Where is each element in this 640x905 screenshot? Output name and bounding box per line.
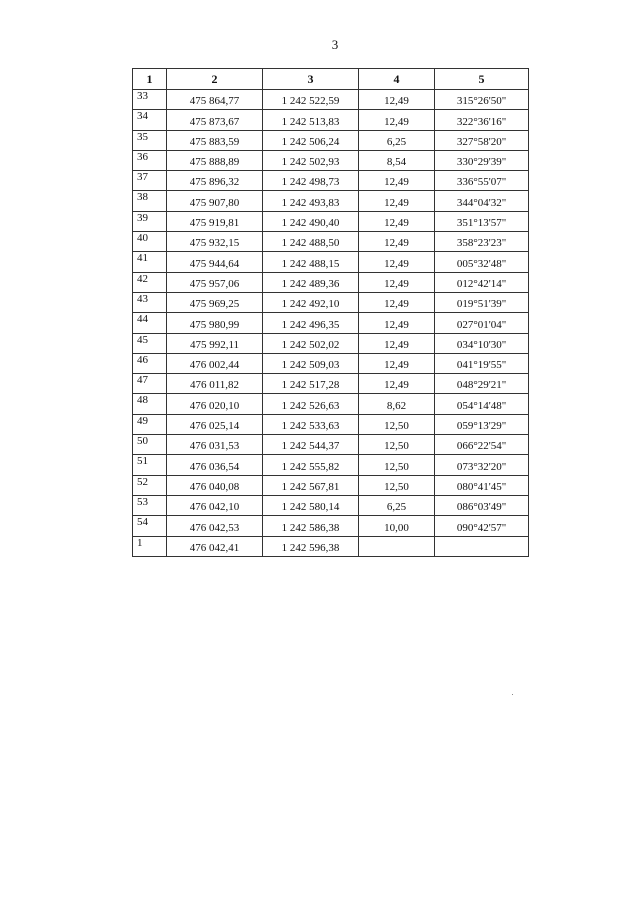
cell-y-coordinate: 1 242 502,93: [263, 150, 359, 170]
table-row: [133, 130, 529, 150]
cell-direction-angle: [435, 536, 529, 556]
table-row: [133, 495, 529, 515]
table-row: [133, 374, 529, 394]
cell-y-coordinate: 1 242 498,73: [263, 171, 359, 191]
cell-y-coordinate: 1 242 596,38: [263, 536, 359, 556]
cell-x-coordinate: 475 969,25: [167, 292, 263, 312]
cell-direction-angle: 336°55'07": [435, 171, 529, 191]
cell-direction-angle: 090°42'57": [435, 516, 529, 536]
cell-direction-angle: 041°19'55": [435, 353, 529, 373]
cell-x-coordinate: 475 864,77: [167, 90, 263, 110]
cell-y-coordinate: 1 242 509,03: [263, 353, 359, 373]
cell-point-number: 46: [133, 353, 167, 373]
cell-direction-angle: 034°10'30": [435, 333, 529, 353]
cell-y-coordinate: 1 242 526,63: [263, 394, 359, 414]
cell-point-number: 39: [133, 211, 167, 231]
cell-direction-angle: 073°32'20": [435, 455, 529, 475]
cell-direction-angle: 012°42'14": [435, 272, 529, 292]
cell-x-coordinate: 475 896,32: [167, 171, 263, 191]
cell-y-coordinate: 1 242 489,36: [263, 272, 359, 292]
cell-x-coordinate: 476 042,53: [167, 516, 263, 536]
table-row: [133, 171, 529, 191]
table-row: [133, 333, 529, 353]
cell-x-coordinate: 475 883,59: [167, 130, 263, 150]
table-row: [133, 232, 529, 252]
table-row: [133, 455, 529, 475]
cell-point-number: 1: [133, 536, 167, 556]
cell-y-coordinate: 1 242 492,10: [263, 292, 359, 312]
table-row: [133, 536, 529, 556]
cell-point-number: 34: [133, 110, 167, 130]
cell-length: 12,49: [359, 313, 435, 333]
cell-x-coordinate: 475 932,15: [167, 232, 263, 252]
cell-x-coordinate: 476 011,82: [167, 374, 263, 394]
cell-length: 12,49: [359, 110, 435, 130]
cell-point-number: 51: [133, 455, 167, 475]
cell-x-coordinate: 475 888,89: [167, 150, 263, 170]
cell-point-number: 47: [133, 374, 167, 394]
cell-y-coordinate: 1 242 586,38: [263, 516, 359, 536]
cell-point-number: 49: [133, 414, 167, 434]
cell-length: 12,50: [359, 455, 435, 475]
cell-point-number: 48: [133, 394, 167, 414]
cell-length: 12,49: [359, 232, 435, 252]
cell-x-coordinate: 476 042,41: [167, 536, 263, 556]
cell-length: 12,49: [359, 333, 435, 353]
cell-length: 12,50: [359, 414, 435, 434]
cell-x-coordinate: 475 980,99: [167, 313, 263, 333]
cell-length: 12,49: [359, 191, 435, 211]
cell-point-number: 33: [133, 90, 167, 110]
cell-point-number: 52: [133, 475, 167, 495]
cell-y-coordinate: 1 242 555,82: [263, 455, 359, 475]
column-header-x: 2: [167, 69, 263, 90]
table-row: [133, 292, 529, 312]
column-header-y: 3: [263, 69, 359, 90]
cell-y-coordinate: 1 242 567,81: [263, 475, 359, 495]
cell-length: 8,62: [359, 394, 435, 414]
cell-x-coordinate: 475 992,11: [167, 333, 263, 353]
cell-direction-angle: 358°23'23": [435, 232, 529, 252]
table-row: [133, 394, 529, 414]
cell-point-number: 37: [133, 171, 167, 191]
cell-x-coordinate: 475 919,81: [167, 211, 263, 231]
scan-artifact-dot: [512, 694, 513, 695]
table-row: [133, 435, 529, 455]
cell-length: 12,50: [359, 475, 435, 495]
cell-x-coordinate: 476 040,08: [167, 475, 263, 495]
cell-point-number: 40: [133, 232, 167, 252]
cell-direction-angle: 048°29'21": [435, 374, 529, 394]
cell-x-coordinate: 476 002,44: [167, 353, 263, 373]
table-body: [133, 90, 529, 557]
cell-length: 6,25: [359, 495, 435, 515]
table-row: [133, 475, 529, 495]
cell-direction-angle: 019°51'39": [435, 292, 529, 312]
cell-length: 12,49: [359, 292, 435, 312]
cell-y-coordinate: 1 242 488,50: [263, 232, 359, 252]
cell-length: 12,49: [359, 171, 435, 191]
table-row: [133, 353, 529, 373]
cell-x-coordinate: 476 042,10: [167, 495, 263, 515]
cell-x-coordinate: 475 957,06: [167, 272, 263, 292]
coordinates-table: [132, 68, 529, 557]
cell-length: 12,49: [359, 374, 435, 394]
cell-x-coordinate: 475 907,80: [167, 191, 263, 211]
table-row: [133, 110, 529, 130]
cell-point-number: 53: [133, 495, 167, 515]
cell-direction-angle: 027°01'04": [435, 313, 529, 333]
table-row: [133, 414, 529, 434]
cell-point-number: 41: [133, 252, 167, 272]
cell-length: 8,54: [359, 150, 435, 170]
cell-y-coordinate: 1 242 513,83: [263, 110, 359, 130]
cell-direction-angle: 054°14'48": [435, 394, 529, 414]
page-number: 3: [331, 37, 339, 52]
cell-point-number: 50: [133, 435, 167, 455]
cell-length: [359, 536, 435, 556]
table-row: [133, 272, 529, 292]
cell-point-number: 44: [133, 313, 167, 333]
cell-length: 12,49: [359, 252, 435, 272]
cell-point-number: 43: [133, 292, 167, 312]
table-row: [133, 90, 529, 110]
cell-point-number: 54: [133, 516, 167, 536]
cell-y-coordinate: 1 242 488,15: [263, 252, 359, 272]
cell-y-coordinate: 1 242 490,40: [263, 211, 359, 231]
cell-point-number: 42: [133, 272, 167, 292]
cell-y-coordinate: 1 242 502,02: [263, 333, 359, 353]
cell-direction-angle: 351°13'57": [435, 211, 529, 231]
table-row: [133, 252, 529, 272]
cell-direction-angle: 344°04'32": [435, 191, 529, 211]
header-row: [133, 69, 529, 90]
column-header-length: 4: [359, 69, 435, 90]
cell-x-coordinate: 475 873,67: [167, 110, 263, 130]
cell-y-coordinate: 1 242 517,28: [263, 374, 359, 394]
cell-length: 6,25: [359, 130, 435, 150]
column-header-angle: 5: [435, 69, 529, 90]
cell-y-coordinate: 1 242 493,83: [263, 191, 359, 211]
cell-length: 12,49: [359, 90, 435, 110]
table-row: [133, 211, 529, 231]
table-row: [133, 150, 529, 170]
cell-x-coordinate: 476 036,54: [167, 455, 263, 475]
cell-direction-angle: 086°03'49": [435, 495, 529, 515]
cell-direction-angle: 327°58'20": [435, 130, 529, 150]
cell-point-number: 35: [133, 130, 167, 150]
cell-direction-angle: 080°41'45": [435, 475, 529, 495]
cell-direction-angle: 322°36'16": [435, 110, 529, 130]
cell-y-coordinate: 1 242 533,63: [263, 414, 359, 434]
cell-point-number: 38: [133, 191, 167, 211]
column-header-point: 1: [133, 69, 167, 90]
cell-length: 12,49: [359, 353, 435, 373]
cell-length: 12,50: [359, 435, 435, 455]
cell-x-coordinate: 476 031,53: [167, 435, 263, 455]
cell-direction-angle: 330°29'39": [435, 150, 529, 170]
cell-y-coordinate: 1 242 580,14: [263, 495, 359, 515]
table-row: [133, 191, 529, 211]
cell-direction-angle: 005°32'48": [435, 252, 529, 272]
cell-length: 12,49: [359, 272, 435, 292]
cell-x-coordinate: 475 944,64: [167, 252, 263, 272]
cell-point-number: 45: [133, 333, 167, 353]
cell-length: 10,00: [359, 516, 435, 536]
cell-direction-angle: 315°26'50": [435, 90, 529, 110]
cell-length: 12,49: [359, 211, 435, 231]
cell-y-coordinate: 1 242 522,59: [263, 90, 359, 110]
cell-y-coordinate: 1 242 544,37: [263, 435, 359, 455]
cell-x-coordinate: 476 020,10: [167, 394, 263, 414]
cell-y-coordinate: 1 242 506,24: [263, 130, 359, 150]
cell-direction-angle: 066°22'54": [435, 435, 529, 455]
table-row: [133, 313, 529, 333]
cell-direction-angle: 059°13'29": [435, 414, 529, 434]
table-row: [133, 516, 529, 536]
cell-y-coordinate: 1 242 496,35: [263, 313, 359, 333]
cell-x-coordinate: 476 025,14: [167, 414, 263, 434]
cell-point-number: 36: [133, 150, 167, 170]
